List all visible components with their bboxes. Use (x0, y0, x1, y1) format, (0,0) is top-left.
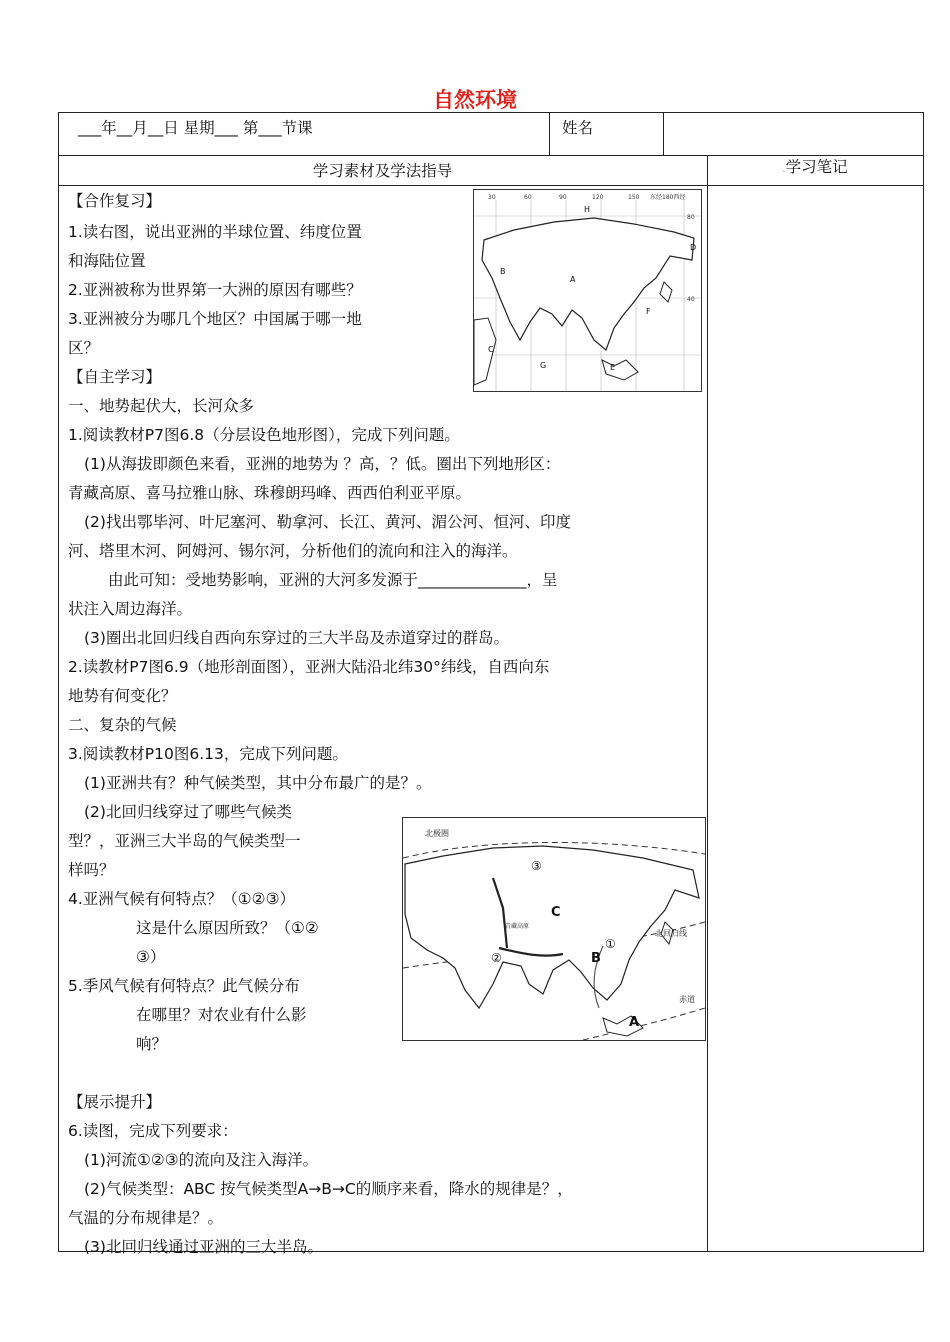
longitude-tick: 30 (488, 194, 496, 201)
river-marker-1: ① (605, 937, 616, 951)
question-line: 4.亚洲气候有何特点？（①②③） (68, 890, 295, 908)
date-line: ___年__月__日 星期___ 第___节课 (78, 119, 313, 137)
map-letter-e: E (610, 363, 616, 372)
question-line: (2)找出鄂毕河、叶尼塞河、勒拿河、长江、黄河、湄公河、恒河、印度 (84, 513, 571, 531)
question-line: 1.阅读教材P7图6.8（分层设色地形图），完成下列问题。 (68, 426, 460, 444)
table-left-border (58, 112, 59, 1252)
asia-location-map (473, 189, 702, 392)
question-line: 3.阅读教材P10图6.13，完成下列问题。 (68, 745, 348, 763)
question-line: 这是什么原因所致？（①② (136, 919, 319, 937)
longitude-tick: 120 (592, 194, 604, 201)
climate-letter-b: B (591, 951, 601, 966)
question-line: 气温的分布规律是？。 (68, 1209, 224, 1227)
page-title: 自然环境 (433, 88, 517, 112)
question-line: (2)北回归线穿过了哪些气候类 (84, 803, 292, 821)
map-letter-d: D (690, 243, 697, 252)
map-letter-f: F (646, 307, 651, 316)
map-letter-c: C (488, 345, 494, 354)
table-top-border (58, 112, 924, 113)
plateau-label: 青藏高原 (505, 923, 530, 930)
latitude-label: 40 (687, 296, 695, 303)
map-letter-g: G (540, 361, 547, 370)
question-line: (1)从海拔即颜色来看，亚洲的地势为 ？高，？低。圈出下列地形区： (84, 455, 561, 473)
latitude-label: 80 (687, 214, 695, 221)
longitude-tick: 60 (524, 194, 532, 201)
question-line: (1)河流①②③的流向及注入海洋。 (84, 1151, 319, 1169)
name-field-divider (663, 112, 664, 155)
question-line: 在哪里？对农业有什么影 (136, 1006, 307, 1024)
question-line: 1.读右图，说出亚洲的半球位置、纬度位置 (68, 223, 362, 241)
column-heading-border (58, 185, 924, 186)
map-letter-b: B (500, 267, 506, 276)
asia-climate-map (402, 817, 706, 1041)
equator-label: 赤道 (679, 995, 695, 1004)
river-marker-3: ③ (531, 859, 542, 873)
climate-letter-c: C (551, 905, 561, 920)
question-line: 样吗？ (68, 861, 115, 879)
date-name-divider (549, 112, 550, 155)
question-line: (2)气候类型：ABC 按气候类型A→B→C的顺序来看，降水的规律是？， (84, 1180, 573, 1198)
notes-heading: .学习笔记 (782, 158, 848, 176)
question-line: (3)圈出北回归线自西向东穿过的三大半岛及赤道穿过的群岛。 (84, 629, 509, 647)
header-row-border (58, 155, 924, 156)
question-line: 6.读图，完成下列要求： (68, 1122, 238, 1140)
question-line: 和海陆位置 (68, 252, 146, 270)
question-line: 状注入周边海洋。 (68, 600, 193, 618)
subsection-heading: 一、地势起伏大，长河众多 (68, 397, 255, 415)
map-letter-h: H (584, 205, 591, 214)
map-letter-a: A (570, 275, 576, 284)
name-label: 姓名 (562, 119, 594, 137)
question-line: 由此可知：受地势影响，亚洲的大河多发源于______________，呈 (108, 571, 558, 589)
question-line: 2.亚洲被称为世界第一大洲的原因有哪些？ (68, 281, 362, 299)
question-line: 5.季风气候有何特点？此气候分布 (68, 977, 300, 995)
question-line: 2.读教材P7图6.9（地形剖面图），亚洲大陆沿北纬30°纬线，自西向东 (68, 658, 550, 676)
question-line: 型？，亚洲三大半岛的气候类型一 (68, 832, 301, 850)
question-line: 响？ (136, 1035, 168, 1053)
question-line: 区？ (68, 339, 100, 357)
tropic-label: 北回归线 (655, 929, 687, 938)
climate-letter-a: A (629, 1015, 640, 1030)
question-line: (3)北回归线通过亚洲的三大半岛。 (84, 1238, 323, 1256)
section-display-heading: 【展示提升】 (68, 1093, 162, 1111)
arctic-circle-label: 北极圈 (425, 829, 449, 838)
longitude-tick: 东经180西经 (650, 194, 686, 201)
table-right-border (923, 112, 924, 1252)
question-line: 青藏高原、喜马拉雅山脉、珠穆朗玛峰、西西伯利亚平原。 (68, 484, 472, 502)
river-marker-2: ② (491, 951, 502, 965)
longitude-tick: 90 (559, 194, 567, 201)
notes-column-divider (707, 155, 708, 1252)
subsection-heading: 二、复杂的气候 (68, 716, 177, 734)
question-line: (1)亚洲共有？种气候类型，其中分布最广的是？。 (84, 774, 432, 792)
section-selfstudy-heading: 【自主学习】 (68, 368, 162, 386)
materials-heading: 学习素材及学法指导 (312, 162, 453, 180)
longitude-tick: 150 (628, 194, 640, 201)
question-line: 地势有何变化？ (68, 687, 177, 705)
section-review-heading: 【合作复习】 (68, 192, 162, 210)
question-line: 河、塔里木河、阿姆河、锡尔河，分析他们的流向和注入的海洋。 (68, 542, 518, 560)
question-line: 3.亚洲被分为哪几个地区？中国属于哪一地 (68, 310, 362, 328)
question-line: ③） (136, 948, 166, 966)
